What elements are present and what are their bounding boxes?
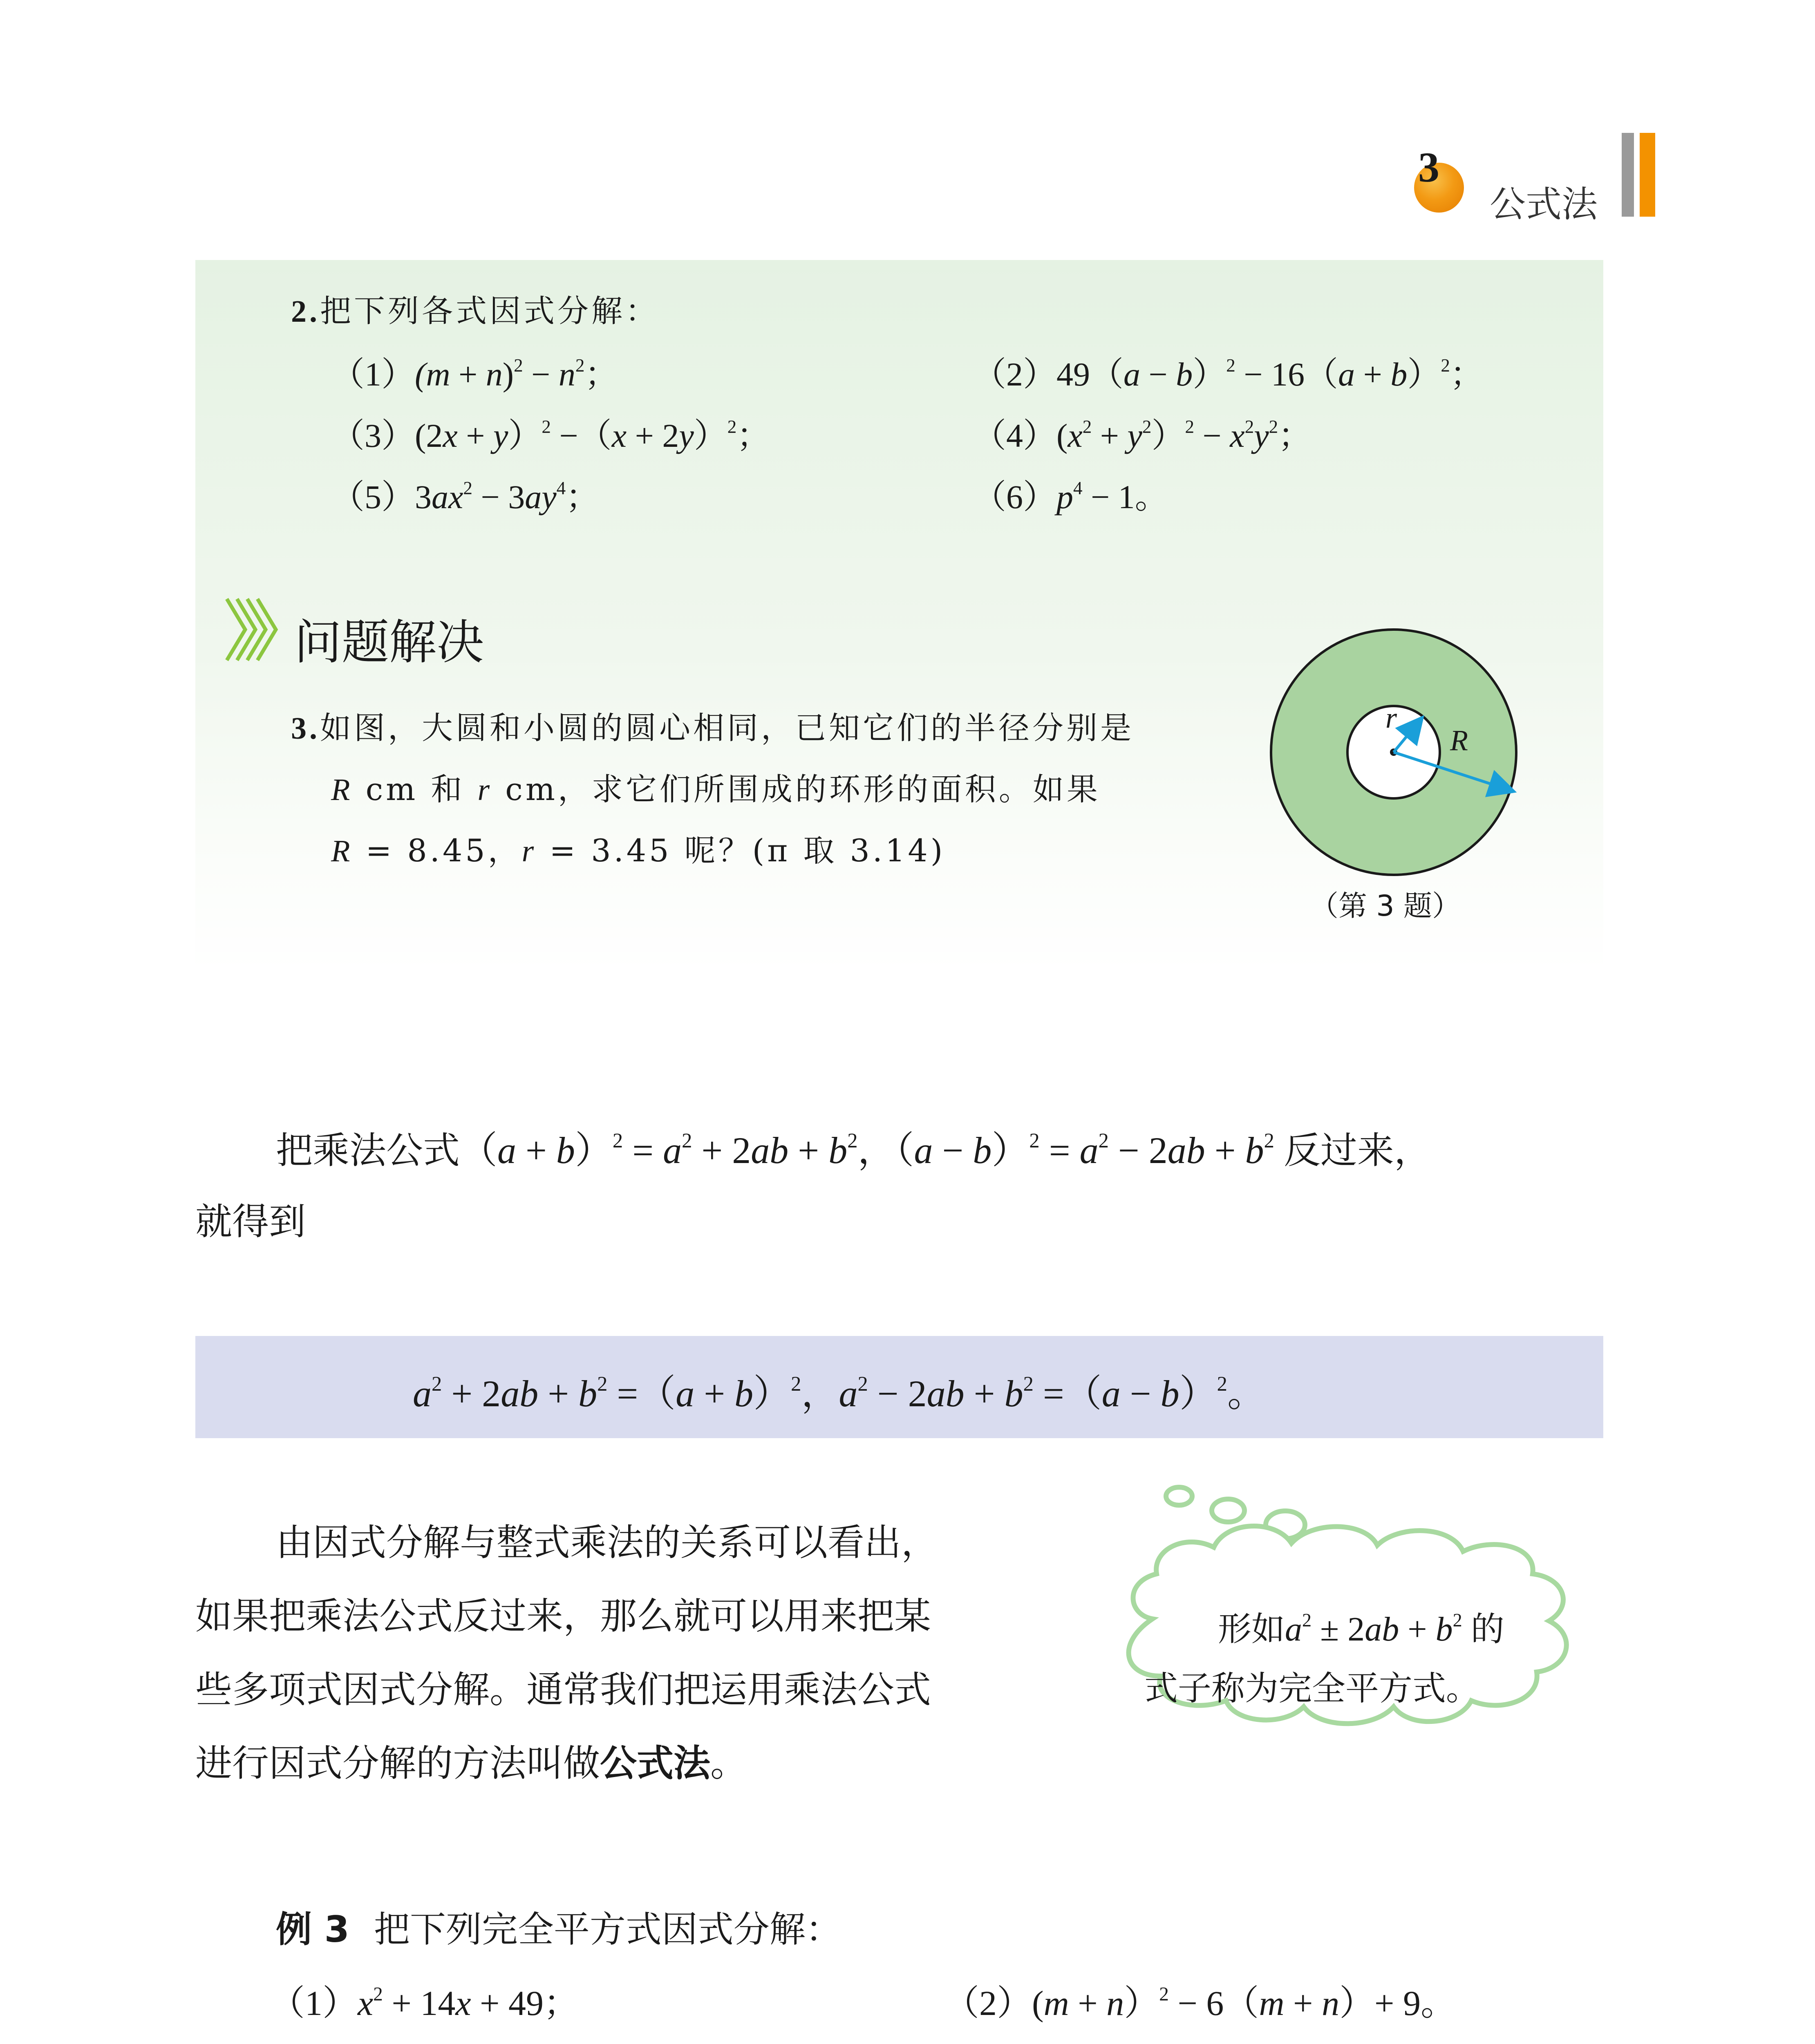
- problem-3-line-2: R cm 和 r cm，求它们所围成的环形的面积。如果: [331, 771, 1101, 807]
- cloud-line-1b: 的: [1470, 1610, 1504, 1649]
- header-bar-orange: [1640, 133, 1655, 217]
- example-3-heading: [276, 1901, 841, 1952]
- figure-caption: （第 3 题）: [1310, 889, 1461, 923]
- annulus-figure: [1263, 621, 1524, 883]
- exercise-2-item-4: $(4)(x^2 + y^2)^2 - x^2y^2$；: [973, 417, 1312, 454]
- exercise-2-item-1: $(1)(m + n)^2 - n^2$；: [331, 355, 618, 393]
- exercise-2-item-2: $(2)49(a - b)^2 - 16(a + b)^2$；: [973, 355, 1484, 393]
- exercise-2-item-5: $(5)3ax^2 - 3ay^4$；: [331, 478, 600, 515]
- figure-label-r: r: [1385, 702, 1397, 734]
- intro-line-1: 把乘法公式$(a + b)^2 = a^2 + 2ab + b^2$，$(a - b)^2 = a^2 - 2ab + b^2$ 反过来，: [276, 1129, 1431, 1172]
- intro-line-2: 就得到: [195, 1200, 306, 1243]
- paragraph-line-4: [195, 1733, 747, 1786]
- example-3-label: 例 3: [276, 1908, 349, 1950]
- section-number: 3: [1418, 144, 1439, 191]
- paragraph-line-2: 如果把乘法公式反过来，那么就可以用来把某: [195, 1595, 931, 1638]
- term-formula-method: 公式法: [600, 1742, 710, 1785]
- section-title: 公式法: [1490, 183, 1598, 225]
- header-bar-gray: [1622, 133, 1634, 217]
- formula-text: $a^2 + 2ab + b^2 =(a + b)^2$，$a^2 - 2ab + b^2 =(a - b)^2$。: [413, 1372, 1265, 1414]
- paragraph-line-1: 由因式分解与整式乘法的关系可以看出，: [276, 1521, 938, 1564]
- exercise-2-item-6: $(6)p^4 - 1$。: [973, 478, 1168, 515]
- problem-section-title: 问题解决: [294, 615, 484, 670]
- problem-3-number: 3.: [291, 711, 320, 746]
- intro-tail: 反过来，: [1283, 1129, 1431, 1172]
- cloud-line-2: 式子称为完全平方式。: [1144, 1669, 1480, 1708]
- cloud-line-1: 形如$a^2 \pm 2ab + b^2$ 的: [1218, 1609, 1504, 1649]
- paragraph-line-4a: 进行因式分解的方法叫做: [195, 1742, 600, 1785]
- example-3-item-2: （2）(m + n）$^2$ − 6（m + n）+ 9。: [944, 1983, 1456, 2023]
- example-3-instruction: 把下列完全平方式因式分解：: [374, 1908, 841, 1950]
- exercise-2-heading: [291, 286, 659, 331]
- problem-3-line-1: 3.如图，大圆和小圆的圆心相同，已知它们的半径分别是: [291, 710, 1134, 746]
- paragraph-line-3: 些多项式因式分解。通常我们把运用乘法公式: [195, 1668, 931, 1711]
- cloud-line-1a: 形如: [1218, 1610, 1285, 1649]
- exercise-2-instruction: 把下列各式因式分解：: [320, 293, 659, 329]
- intro-lead: 把乘法公式: [276, 1129, 460, 1172]
- exercise-2-number: 2.: [291, 294, 320, 329]
- chevron-icon: [223, 595, 288, 664]
- figure-label-R: R: [1450, 724, 1468, 757]
- example-3-item-1: $(1)x^2 + 14x + 49$；: [270, 1983, 579, 2023]
- paragraph-line-4-end: 。: [710, 1742, 747, 1785]
- problem-3-line-3: R = 8.45，r = 3.45 呢？(π 取 3.14): [331, 832, 946, 869]
- exercise-2-item-3: $(3)(2x + y)^2 -(x + 2y)^2$；: [331, 417, 770, 454]
